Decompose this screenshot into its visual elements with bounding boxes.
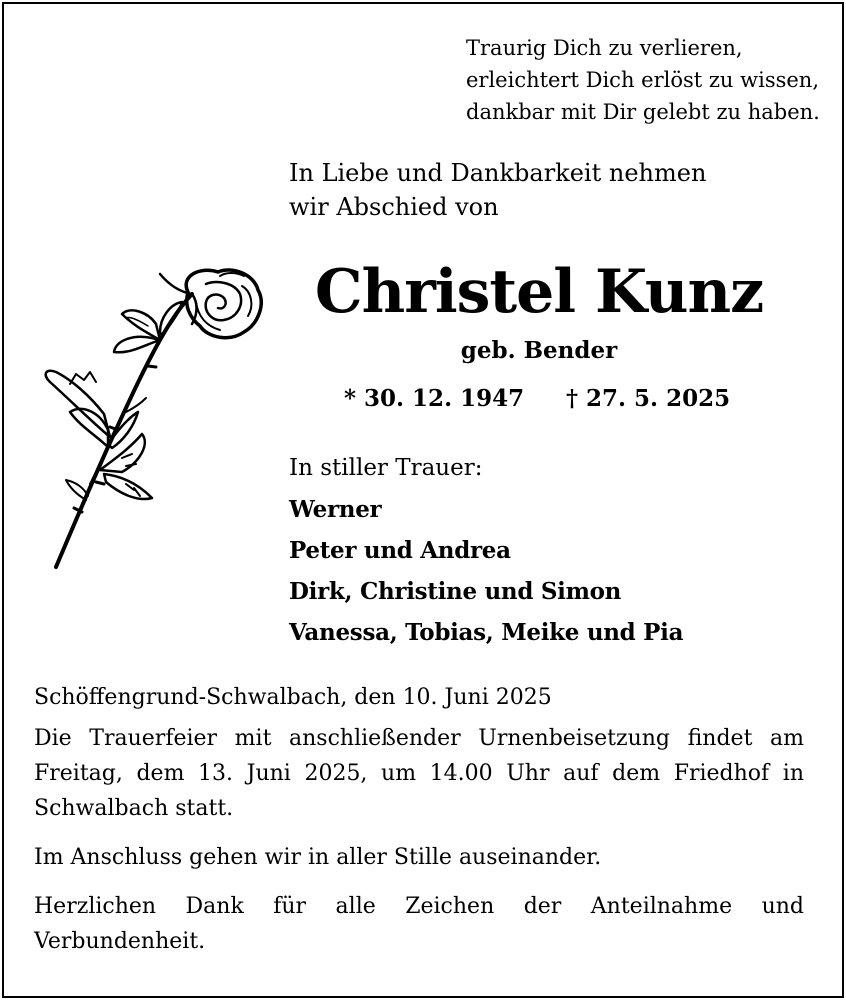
poem-line: Traurig Dich zu verlieren, [466, 36, 743, 60]
thanks-note: Herzlichen Dank für alle Zeichen der Anteilnahme und Verbundenheit. [34, 894, 804, 954]
deceased-name: Christel Kunz [314, 257, 764, 327]
farewell-note: Im Anschluss gehen wir in aller Stille auseinander. [34, 845, 602, 870]
mourner-name: Vanessa, Tobias, Meike und Pia [289, 619, 684, 646]
notice-footer [34, 680, 804, 973]
mourners-list [289, 489, 683, 653]
maiden-name: geb. Bender [460, 337, 618, 364]
ceremony-info: Die Trauerfeier mit anschließender Urnenbeisetzung findet am Freitag, dem 13. Juni 2025, um 14.00 Uhr auf dem Friedhof in Schwalbach statt. [34, 726, 804, 821]
poem [466, 32, 826, 128]
birth-date: * 30. 12. 1947 [344, 385, 525, 412]
intro-text [289, 156, 829, 224]
rose-icon [30, 262, 270, 582]
place-date: Schöffengrund-Schwalbach, den 10. Juni 2025 [34, 685, 552, 710]
death-date: † 27. 5. 2025 [566, 385, 731, 412]
mourner-name: Werner [289, 496, 382, 523]
poem-line: dankbar mit Dir gelebt zu haben. [466, 100, 820, 124]
poem-line: erleichtert Dich erlöst zu wissen, [466, 68, 820, 92]
mourner-name: Peter und Andrea [289, 537, 511, 564]
obituary-notice [2, 2, 844, 998]
mourner-name: Dirk, Christine und Simon [289, 578, 622, 605]
mourners-label: In stiller Trauer: [289, 455, 483, 481]
intro-line: wir Abschied von [289, 193, 499, 221]
intro-line: In Liebe und Dankbarkeit nehmen [289, 159, 707, 187]
